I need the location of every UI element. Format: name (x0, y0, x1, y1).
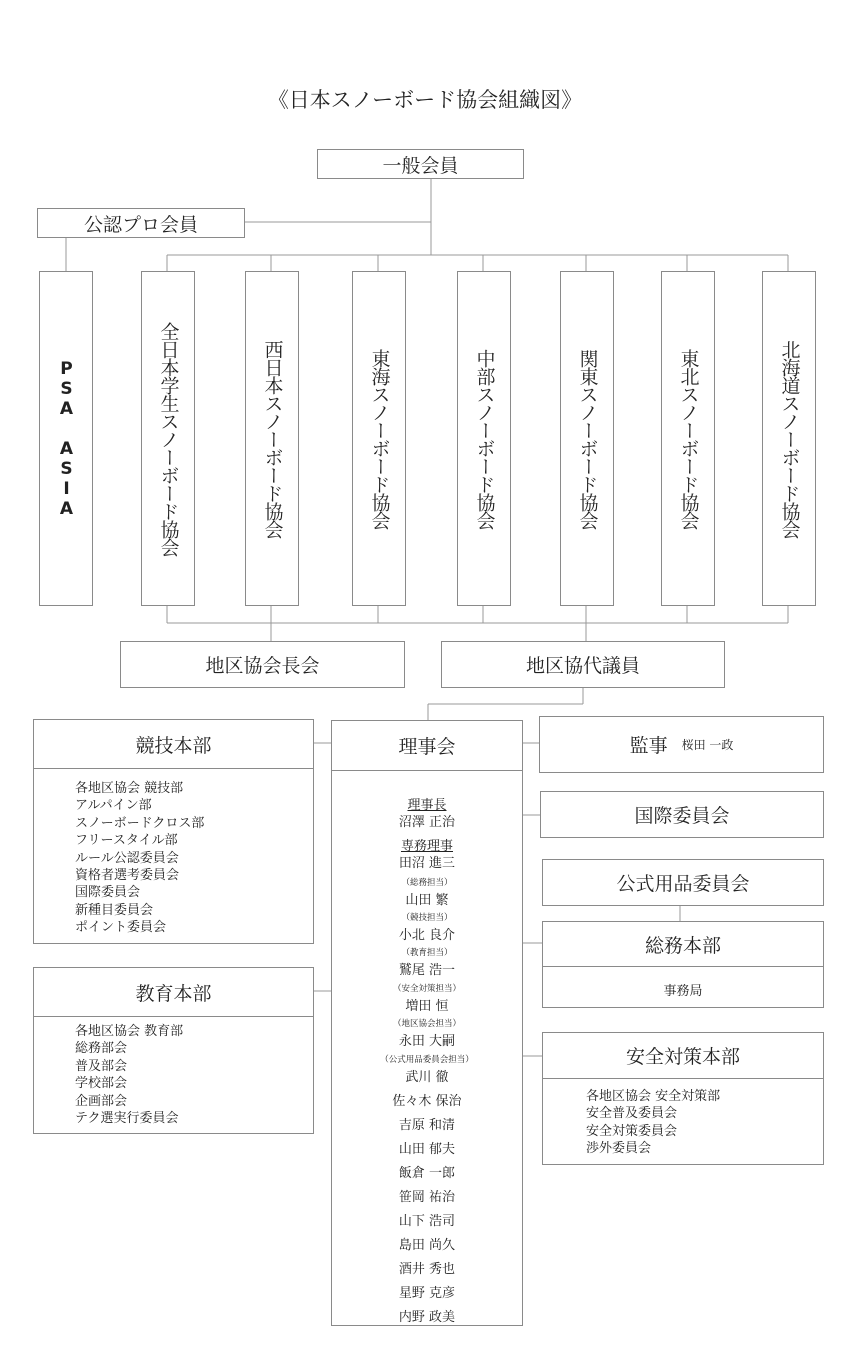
education-hq-box (33, 967, 314, 1134)
board-member-name: 内野 政美 (398, 1310, 456, 1325)
list-item: 学校部会 (75, 1076, 128, 1092)
assoc-box-hokkaido (762, 271, 816, 606)
board-member-name: 星野 克彦 (398, 1286, 456, 1301)
list-item: 企画部会 (75, 1093, 128, 1109)
list-item: テク選実行委員会 (75, 1111, 179, 1127)
board-member-name: 酒井 秀也 (398, 1262, 456, 1277)
assoc-label: 全日本学生スノーボード協会 (157, 321, 180, 556)
board-assigned-name: 増田 恒 (405, 999, 449, 1014)
board-executive-name: 田沼 進三 (398, 856, 456, 871)
list-item: 各地区協会 競技部 (75, 781, 184, 796)
assoc-box-west (245, 271, 299, 606)
education-hq-title: 教育本部 (34, 968, 313, 1017)
board-chairman-name: 沼澤 正治 (398, 815, 456, 830)
list-item: 普及部会 (75, 1058, 128, 1074)
board-assigned-name: 武川 徹 (405, 1070, 449, 1085)
board-box (331, 720, 523, 1326)
list-item: ポイント委員会 (75, 920, 167, 936)
education-hq-list (75, 1023, 183, 1127)
list-item: アルパイン部 (75, 798, 152, 814)
board-executive-title: 専務理事 (400, 839, 453, 854)
board-assigned-name: 永田 大嗣 (398, 1034, 456, 1049)
board-assigned-role: （競技担当） (401, 913, 453, 923)
assoc-box-kanto (560, 271, 614, 606)
official-goods-committee-box: 公式用品委員会 (542, 859, 824, 906)
assoc-box-chubu (457, 271, 511, 606)
board-member-name: 島田 尚久 (398, 1238, 456, 1253)
page-title: 《日本スノーボード協会組織図》 (267, 88, 583, 112)
assoc-label: 中部スノーボード協会 (473, 348, 496, 529)
board-assigned-name: 山田 繁 (405, 893, 449, 908)
safety-hq-title: 安全対策本部 (543, 1033, 823, 1079)
competition-hq-title: 競技本部 (34, 720, 313, 769)
board-member-name: 山下 浩司 (398, 1214, 456, 1229)
regional-delegates-box: 地区協代議員 (441, 641, 725, 688)
list-item: 渉外委員会 (586, 1141, 652, 1157)
board-assigned-name: 小北 良介 (398, 928, 456, 943)
list-item: 資格者選考委員会 (75, 868, 180, 884)
list-item: フリースタイル部 (75, 833, 178, 849)
assoc-label: 東海スノーボード協会 (368, 348, 391, 529)
auditor-name: 桜田 一政 (681, 738, 734, 752)
assoc-box-student (141, 271, 195, 606)
certified-pro-box: 公認プロ会員 (37, 208, 245, 238)
list-item: 安全普及委員会 (586, 1106, 678, 1122)
regional-chairs-box: 地区協会長会 (120, 641, 405, 688)
assoc-label: 関東スノーボード協会 (576, 348, 599, 529)
competition-hq-list (75, 780, 204, 937)
list-item: 新種目委員会 (75, 902, 154, 918)
general-affairs-hq-title: 総務本部 (543, 922, 823, 967)
safety-hq-list (586, 1088, 720, 1158)
board-assigned-role: （総務担当） (401, 878, 453, 888)
list-item: 安全対策委員会 (586, 1123, 678, 1139)
list-item: ルール公認委員会 (75, 850, 179, 866)
assoc-label: 東北スノーボード協会 (677, 348, 700, 529)
psa-asia-box (39, 271, 93, 606)
competition-hq-box (33, 719, 314, 944)
board-assigned-role: （教育担当） (401, 948, 453, 958)
board-assigned-role: （安全対策担当） (392, 984, 461, 994)
board-assigned-role: （地区協会担当） (392, 1019, 461, 1029)
general-affairs-hq-box (542, 921, 824, 1008)
board-assigned-role: （公式用品委員会担当） (380, 1055, 474, 1065)
board-member-name: 笹岡 祐治 (398, 1190, 456, 1205)
board-member-name: 佐々木 保治 (392, 1094, 462, 1109)
board-member-name: 吉原 和清 (398, 1118, 456, 1133)
list-item: 各地区協会 安全対策部 (586, 1089, 721, 1104)
international-committee-box: 国際委員会 (540, 791, 824, 838)
board-member-name: 山田 郁夫 (398, 1142, 456, 1157)
general-members-box: 一般会員 (317, 149, 524, 179)
board-title: 理事会 (332, 721, 522, 771)
safety-hq-box (542, 1032, 824, 1165)
list-item: スノーボードクロス部 (75, 815, 205, 831)
board-member-name: 飯倉 一郎 (398, 1166, 456, 1181)
list-item: 各地区協会 教育部 (75, 1024, 184, 1039)
list-item: 国際委員会 (75, 885, 141, 901)
assoc-label: 西日本スノーボード協会 (261, 339, 284, 538)
auditor-box (539, 716, 824, 773)
board-assigned-name: 鷲尾 浩一 (398, 963, 456, 978)
assoc-box-tohoku (661, 271, 715, 606)
secretariat-label: 事務局 (663, 984, 703, 999)
auditor-title: 監事 (629, 735, 668, 757)
list-item: 総務部会 (75, 1041, 128, 1057)
assoc-box-tokai (352, 271, 406, 606)
psa-asia-label: PSA ASIA (56, 358, 77, 519)
board-chairman-title: 理事長 (407, 798, 447, 813)
assoc-label: 北海道スノーボード協会 (778, 339, 801, 538)
